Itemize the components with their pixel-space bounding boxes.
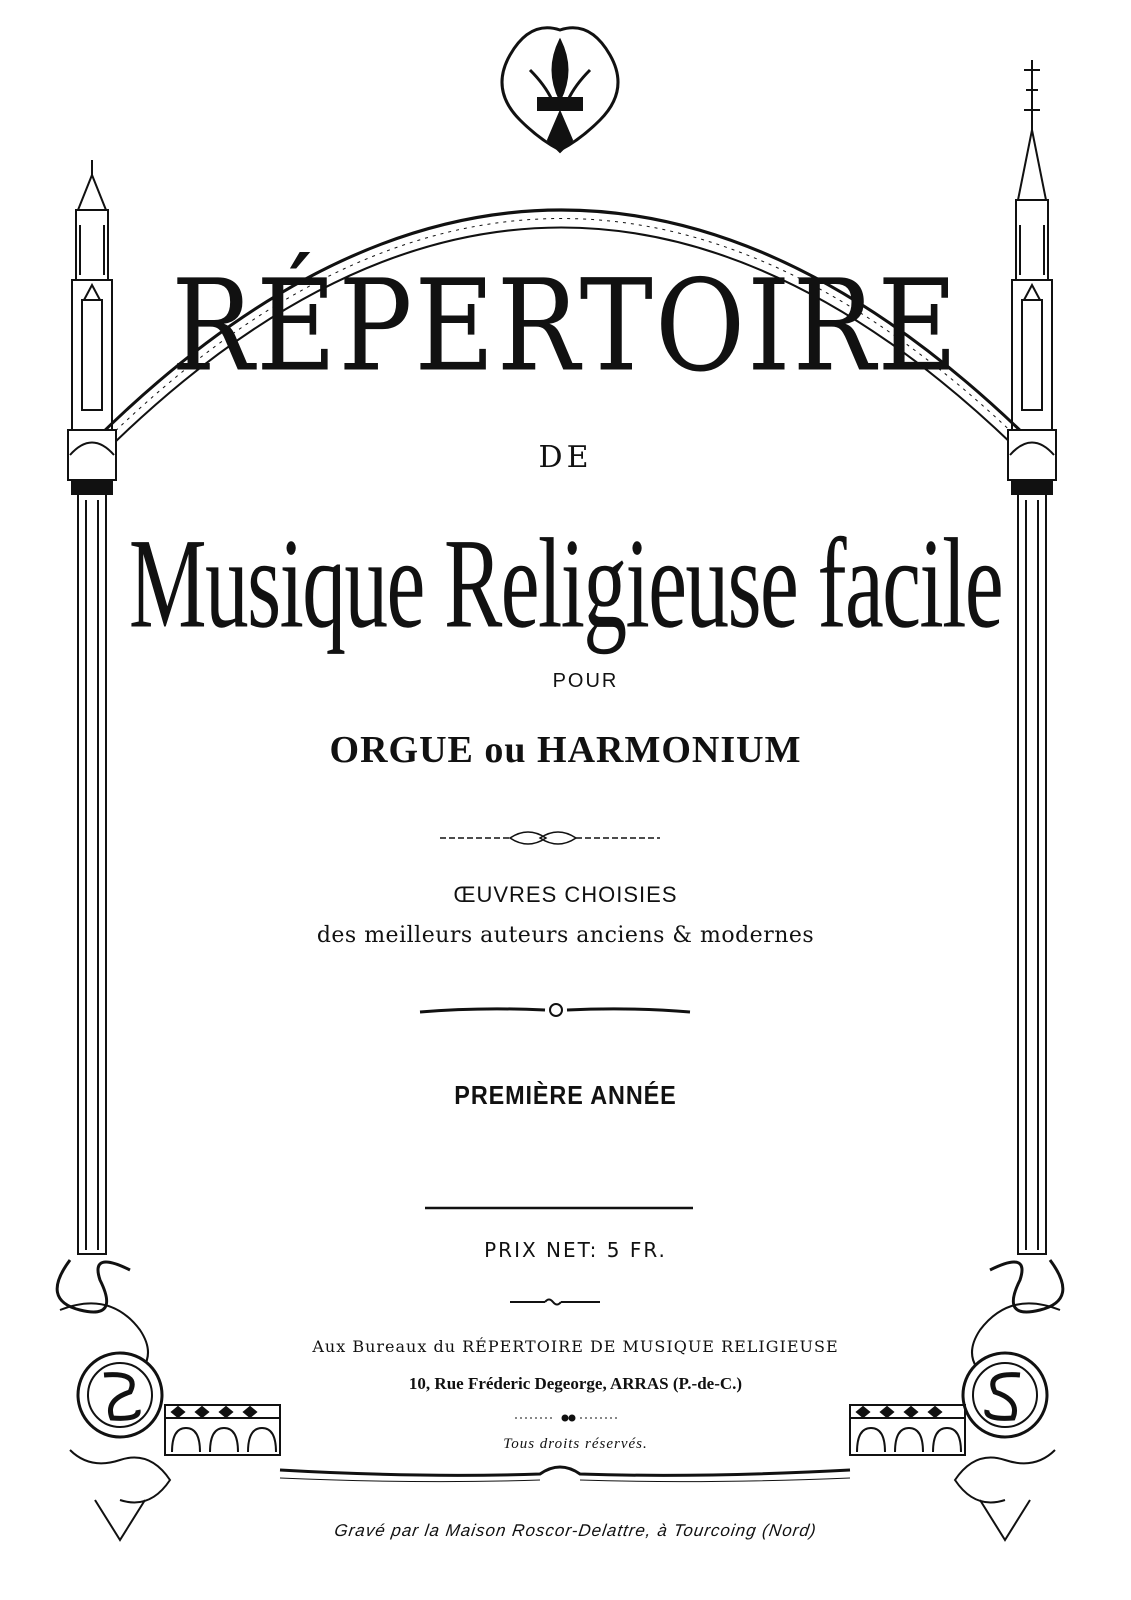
rule-ornament-4 — [510, 1300, 600, 1305]
rights-notice: Tous droits réservés. — [503, 1436, 648, 1452]
right-column — [1018, 494, 1046, 1254]
fleur-de-lis-ornament — [502, 28, 618, 152]
works-subheading: des meilleurs auteurs anciens & modernes — [316, 923, 815, 948]
publisher-line: Aux Bureaux du RÉPERTOIRE DE MUSIQUE RELIGIEUSE — [312, 1337, 839, 1356]
rule-ornament-2 — [420, 1004, 690, 1016]
page-title: RÉPERTOIRE — [171, 252, 960, 400]
rule-ornament-5 — [515, 1416, 620, 1421]
price-line: PRIX NET: 5 FR. — [484, 1238, 667, 1262]
left-corner-ornament — [57, 1260, 170, 1540]
works-heading: ŒUVRES CHOISIES — [453, 882, 678, 907]
engraver-credit: Gravé par la Maison Roscor-Delattre, à Tourcoing (Nord) — [333, 1521, 818, 1540]
right-corner-ornament — [955, 1260, 1063, 1540]
page-subtitle: Musique Religieuse facile — [128, 512, 1003, 656]
pour-label: POUR — [552, 670, 619, 692]
publisher-address: 10, Rue Fréderic Degeorge, ARRAS (P.-de-C.) — [408, 1374, 743, 1393]
title-preposition: DE — [538, 440, 593, 475]
rule-ornament-1 — [440, 832, 660, 844]
bottom-scroll-rule — [280, 1467, 850, 1475]
edition-year: PREMIÈRE ANNÉE — [454, 1080, 677, 1110]
instrument-line: ORGUE ou HARMONIUM — [329, 729, 802, 771]
left-column — [78, 494, 106, 1254]
